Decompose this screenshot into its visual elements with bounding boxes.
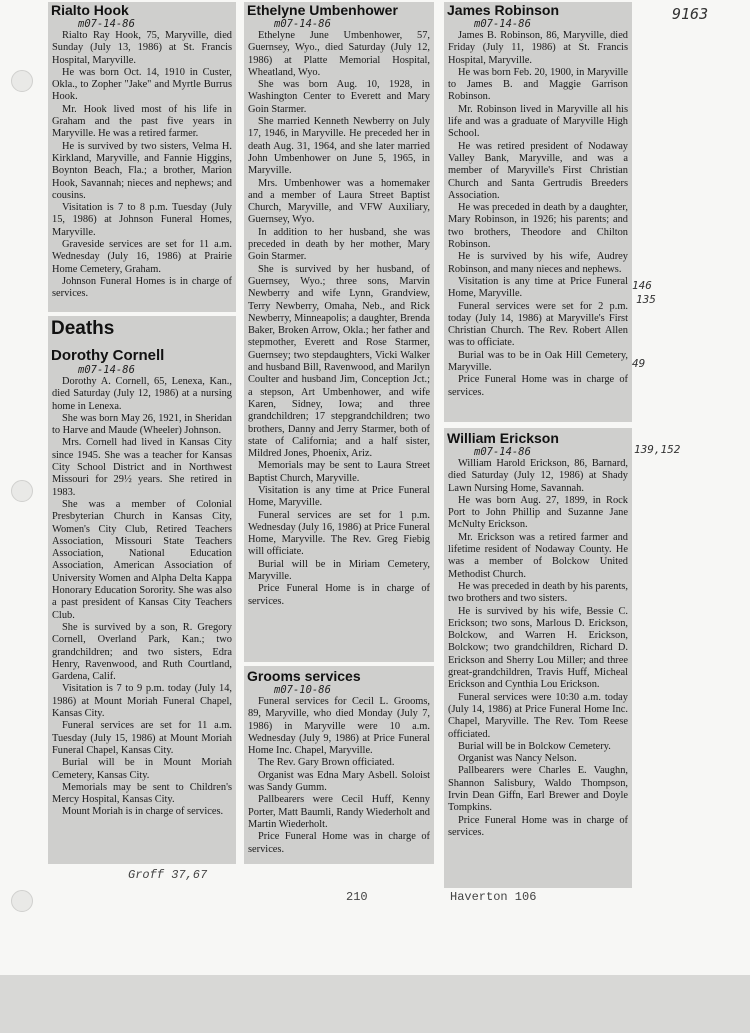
obituary-paragraph: Price Funeral Home was in charge of services.: [448, 814, 628, 838]
scan-bottom-edge: [0, 975, 750, 1033]
obituary-rialto-hook: [48, 2, 236, 312]
obituary-paragraph: He is survived by his wife, Audrey Robinson, and many nieces and nephews.: [448, 251, 628, 275]
obituary-paragraph: Price Funeral Home was in charge of services.: [448, 374, 628, 398]
margin-note: 146: [632, 279, 652, 292]
obituary-paragraph: Mrs. Cornell had lived in Kansas City since 1945. She was a teacher for Kansas City School District and in Northwest Missouri for 29½ years. She retired in 1983.: [52, 437, 232, 498]
obituary-heading: William Erickson: [447, 430, 559, 446]
obituary-heading: Grooms services: [247, 668, 361, 684]
obituary-paragraph: Memorials may be sent to Children's Mercy Hospital, Kansas City.: [52, 781, 232, 806]
binder-hole: [11, 890, 33, 912]
clip-date-note: m07-14-86: [474, 18, 531, 30]
obituary-paragraph: He was preceded in death by his parents, two brothers and two sisters.: [448, 580, 628, 605]
obituary-paragraph: Funeral services are set for 11 a.m. Tuesday (July 15, 1986) at Mount Moriah Funeral Chapel, Kansas City.: [52, 720, 232, 756]
obituary-paragraph: Pallbearers were Charles E. Vaughn, Shannon Salisbury, Waldo Thompson, Irvin Dean Giffn, Earl Brewer and Doyle Tompkins.: [448, 765, 628, 814]
obituary-paragraph: She was born Aug. 10, 1928, in Washington Center to Everett and Mary Goin Starmer.: [248, 79, 430, 115]
obituary-paragraph: Mrs. Umbenhower was a homemaker and a member of Laura Street Baptist Church, Maryville, and VFW Auxiliary, Guernsey, Wyo.: [248, 177, 430, 226]
clip-date-note: m07-14-86: [78, 364, 135, 376]
margin-note: 139,152: [634, 443, 681, 456]
obituary-paragraph: William Harold Erickson, 86, Barnard, died Saturday (July 12, 1986) at Shady Lawn Nursing Home, Savannah.: [448, 458, 628, 494]
obituary-paragraph: James B. Robinson, 86, Maryville, died Friday (July 11, 1986) at St. Francis Hospital, Maryville.: [448, 30, 628, 66]
obituary-paragraph: He was born Feb. 20, 1900, in Maryville to James B. and Maggie Garrison Robinson.: [448, 66, 628, 103]
obituary-paragraph: Visitation is any time at Price Funeral Home, Maryville.: [248, 484, 430, 509]
obituary-body: [48, 376, 236, 819]
obituary-paragraph: The Rev. Gary Brown officiated.: [258, 757, 395, 769]
obituary-paragraph: Ethelyne June Umbenhower, 57, Guernsey, Wyo., died Saturday (July 12, 1986) at Platte Memorial Hospital, Wheatland, Wyo.: [248, 30, 430, 78]
obituary-paragraph: She is survived by her husband, of Guernsey, Wyo.; three sons, Marvin Newberry and wife Lynn, Grandview, Terry Newberry, Omaha, Neb., and Rick Newberry, Minneapolis; a daughter, Brenda Baker, Broken Arrow, Okla.; her father and stepmother, Everett and Rose Starmer, Guernsey; two stepdaughters, Vicki Walker and husband Bill, Ravenwood, and Marilyn Coulter and husband Jim, Conception Jct.; a stepson, Art Umbenhower, and wife Karen, Sidney, Iowa; and three grandchildren; 17 stepgrandchildren; two brothers, Danny and Jerry Starmer, both of state of California; and a half sister, Mildred Jones, Phoenix, Ariz.: [248, 263, 430, 460]
obituary-paragraph: In addition to her husband, she was preceded in death by her mother, Mary Goin Starmer.: [248, 226, 430, 263]
obituary-paragraph: Funeral services are set for 1 p.m. Wednesday (July 16, 1986) at Price Funeral Home, Maryville. The Rev. Greg Fiebig will officiate.: [248, 509, 430, 558]
clip-date-note: m07-14-86: [274, 18, 331, 30]
obituary-paragraph: Organist was Edna Mary Asbell. Soloist was Sandy Gumm.: [248, 769, 430, 794]
obituary-james-robinson: [444, 2, 632, 422]
obituary-paragraph: Mr. Hook lived most of his life in Graham and the past five years in Maryville. He was a retired farmer.: [52, 103, 232, 140]
obituary-paragraph: Burial will be in Mount Moriah Cemetery, Kansas City.: [52, 757, 232, 781]
obituary-paragraph: Mr. Erickson was a retired farmer and lifetime resident of Nodaway County. He was a member of Bolckow United Methodist Church.: [448, 531, 628, 580]
obituary-body: [244, 696, 434, 856]
margin-note: 135: [636, 293, 656, 306]
obituary-paragraph: Funeral services were set for 2 p.m. today (July 14, 1986) at Maryville's First Christian Church. The Rev. Robert Allen was to officiate.: [448, 300, 628, 349]
footer-right-note: Haverton 106: [450, 890, 537, 904]
obituary-paragraph: Organist was Nancy Nelson.: [458, 753, 577, 765]
binder-hole: [11, 70, 33, 92]
obituary-paragraph: Price Funeral Home is in charge of services.: [248, 583, 430, 607]
obituary-paragraph: Dorothy A. Cornell, 65, Lenexa, Kan., died Saturday (July 12, 1986) at a nursing home in Lenexa.: [52, 376, 232, 412]
obituary-paragraph: Burial will be in Bolckow Cemetery.: [458, 740, 611, 752]
obituary-body: [48, 30, 236, 301]
obituary-paragraph: Funeral services for Cecil L. Grooms, 89, Maryville, who died Monday (July 7, 1986) in Maryville were 10 a.m. Wednesday (July 9, 1986) at Price Funeral Home Inc. Chapel, Maryville.: [248, 696, 430, 757]
obituary-paragraph: Memorials may be sent to Laura Street Baptist Church, Maryville.: [248, 460, 430, 484]
obituary-paragraph: She married Kenneth Newberry on July 17, 1946, in Maryville. He preceded her in death Aug. 31, 1964, and she later married John Umbenhower on June 5, 1965, in Maryville.: [248, 116, 430, 177]
obituary-paragraph: He is survived by two sisters, Velma H. Kirkland, Maryville, and Fannie Higgins, Boynton Beach, Fla.; a brother, Marion Hook, Savannah; nieces and nephews; and cousins.: [52, 140, 232, 201]
margin-note: 49: [632, 357, 646, 370]
obituary-paragraph: He is survived by his wife, Bessie C. Erickson; two sons, Marlous D. Erickson, Bolckow, and Warren H. Erickson, Bolckow; two grandchildren, Richard D. Erickson and Sherry Lou Miller; and three great-grandchildren, Travis Huff, Micheal Erickson and Cynthia Lou Erickson.: [448, 605, 628, 691]
obituary-body: [444, 458, 632, 839]
obituary-heading: Ethelyne Umbenhower: [247, 2, 398, 18]
obituary-dorothy-cornell: [48, 316, 236, 864]
obituary-paragraph: He was born Aug. 27, 1899, in Rock Port to John Phillip and Suzanne Jane McNulty Erickson.: [448, 494, 628, 531]
obituary-paragraph: Burial was to be in Oak Hill Cemetery, Maryville.: [448, 349, 628, 374]
obituary-heading: Dorothy Cornell: [51, 347, 165, 364]
obituary-paragraph: Visitation is 7 to 9 p.m. today (July 14, 1986) at Mount Moriah Funeral Chapel, Kansas City.: [52, 683, 232, 720]
obituary-heading: James Robinson: [447, 2, 560, 18]
obituary-body: [444, 30, 632, 399]
obituary-paragraph: Graveside services are set for 11 a.m. Wednesday (July 16, 1986) at Prairie Home Cemetery, Graham.: [52, 239, 232, 275]
clip-date-note: m07-10-86: [274, 684, 331, 696]
obituary-paragraph: Johnson Funeral Homes is in charge of services.: [52, 275, 232, 300]
page-number: 210: [346, 890, 368, 904]
obituary-paragraph: Visitation is 7 to 8 p.m. Tuesday (July 15, 1986) at Johnson Funeral Homes, Maryville.: [52, 202, 232, 238]
clip-date-note: m07-14-86: [474, 446, 531, 458]
obituary-paragraph: Rialto Ray Hook, 75, Maryville, died Sunday (July 13, 1986) at St. Francis Hospital, Maryville.: [52, 30, 232, 66]
obituary-body: [244, 30, 434, 608]
obituary-paragraph: He was retired president of Nodaway Valley Bank, Maryville, and was a member of Maryville's First Christian Church and Santa Gertrudis Breeders Association.: [448, 140, 628, 201]
obituary-paragraph: She was born May 26, 1921, in Sheridan to Harve and Maude (Wheeler) Johnson.: [52, 412, 232, 437]
obituary-paragraph: Mr. Robinson lived in Maryville all his life and was a graduate of Maryville High School.: [448, 103, 628, 140]
obituary-paragraph: Burial will be in Miriam Cemetery, Maryville.: [248, 558, 430, 583]
page-id: 9163: [672, 5, 709, 23]
obituary-grooms-services: [244, 666, 434, 864]
footer-left-note: Groff 37,67: [128, 868, 208, 882]
obituary-paragraph: Pallbearers were Cecil Huff, Kenny Porter, Matt Baumli, Randy Wiederholt and Martin Wiederholt.: [248, 794, 430, 830]
obituary-paragraph: Funeral services were 10:30 a.m. today (July 14, 1986) at Price Funeral Home Inc. Chapel, Maryville. The Rev. Tom Reese officiated.: [448, 691, 628, 740]
obituary-paragraph: She is survived by a son, R. Gregory Cornell, Overland Park, Kan.; two grandchildren; and two sisters, Edra Henry, Ravenwood, and Ruth Courtland, Gardena, Calif.: [52, 621, 232, 683]
clip-date-note: m07-14-86: [78, 18, 135, 30]
obituary-paragraph: He was born Oct. 14, 1910 in Custer, Okla., to Zopher "Jake" and Myrtle Burrus Hook.: [52, 66, 232, 103]
obituary-william-erickson: [444, 428, 632, 888]
obituary-ethelyne-umbenhower: [244, 2, 434, 662]
deaths-section-heading: Deaths: [51, 318, 115, 339]
obituary-paragraph: Visitation is any time at Price Funeral Home, Maryville.: [448, 275, 628, 300]
binder-hole: [11, 480, 33, 502]
obituary-heading: Rialto Hook: [51, 2, 129, 18]
obituary-paragraph: Price Funeral Home was in charge of services.: [248, 831, 430, 855]
obituary-paragraph: He was preceded in death by a daughter, Mary Robinson, in 1926; his parents; and two brothers, Theodore and Chilton Robinson.: [448, 202, 628, 251]
obituary-paragraph: She was a member of Colonial Presbyterian Church in Kansas City, Women's City Club, Retired Teachers Association, Missouri State Teachers Association, National Education Association, American Association of University Women and Alpha Delta Kappa Honorary Education Sorority. She was also a past president of Kansas City Teachers Club.: [52, 498, 232, 621]
obituary-paragraph: Mount Moriah is in charge of services.: [62, 806, 224, 818]
